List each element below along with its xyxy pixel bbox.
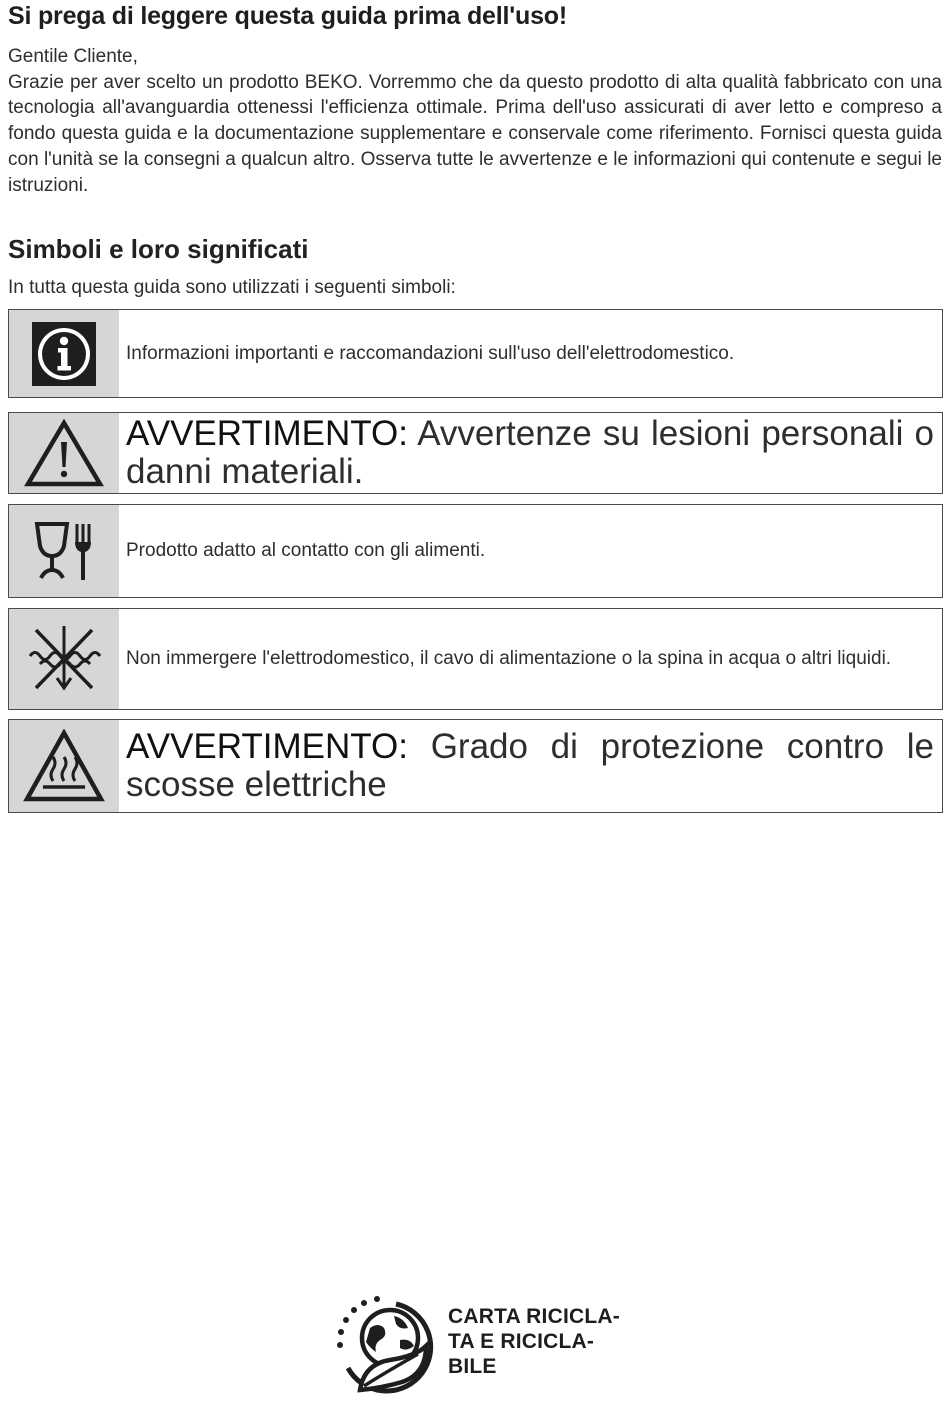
food-contact-icon	[9, 505, 119, 597]
symbol-row-info	[8, 309, 943, 398]
symbol-text-hot-surface: Grado di protezione contro le scosse elettriche	[126, 727, 934, 804]
page-title: Si prega di leggere questa guida prima dell'uso!	[8, 2, 567, 30]
symbol-row-food	[8, 504, 943, 598]
warning-triangle-icon	[9, 413, 119, 493]
symbol-row-warning	[8, 412, 943, 494]
hot-surface-label: AVVERTIMENTO:	[126, 727, 408, 766]
symbol-row-no-immersion	[8, 608, 943, 710]
eco-badge-text: CARTA RICICLA- TA E RICICLA- BILE	[448, 1305, 620, 1378]
symbol-text-food: Prodotto adatto al contatto con gli alimenti.	[126, 540, 486, 562]
intro-greeting: Gentile Cliente,	[8, 46, 138, 67]
symbol-row-hot-surface	[8, 719, 943, 813]
warning-label: AVVERTIMENTO:	[126, 414, 408, 453]
intro-text	[8, 44, 942, 198]
no-immersion-icon	[9, 609, 119, 709]
symbols-subheading: In tutta questa guida sono utilizzati i seguenti simboli:	[8, 277, 456, 298]
info-icon	[9, 310, 119, 397]
hot-surface-icon	[9, 720, 119, 812]
intro-body: Grazie per aver scelto un prodotto BEKO. Vorremmo che da questo prodotto di alta qualità fabbricato con una tecnologia all'avanguardia ottenessi l'efficienza ottimale. Prima dell'uso assicurati di aver letto e compreso a fondo questa guida e la documentazione supplementare e conservale come riferimento. Fornisci questa guida con l'unità se la consegni a qualcun altro. Osserva tutte le avvertenze e le informazioni qui contenute e segui le istruzioni.	[8, 71, 942, 196]
eco-badge	[334, 1294, 624, 1398]
symbol-text-info: Informazioni importanti e raccomandazioni sull'uso dell'elettrodomestico.	[126, 342, 735, 364]
recycled-paper-globe-icon	[334, 1294, 438, 1398]
symbol-text-no-immersion: Non immergere l'elettrodomestico, il cavo di alimentazione o la spina in acqua o altri liquidi.	[126, 648, 892, 670]
symbol-text-warning: Avvertenze su lesioni personali o danni materiali.	[126, 414, 934, 491]
symbols-heading: Simboli e loro significati	[8, 234, 309, 264]
